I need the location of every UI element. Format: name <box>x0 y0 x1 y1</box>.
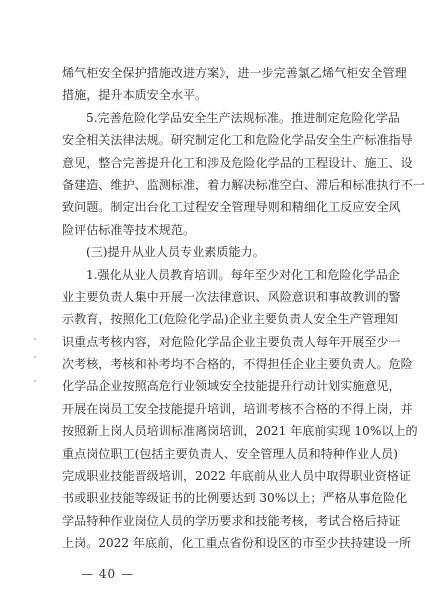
text-line: 安全相关法律法规。研究制定化工和危险化学品安全生产标准指导 <box>62 133 413 148</box>
margin-dot <box>34 338 36 340</box>
text-line: 备建造、维护、监测标准，着力解决标准空白、滞后和标准执行不一 <box>62 177 425 192</box>
text-line: 烯气柜安全保护措施改进方案》，进一步完善氯乙烯气柜安全管理 <box>62 66 407 80</box>
text-line: 化学品企业按照高危行业领域安全技能提升行动计划实施意见， <box>62 379 401 394</box>
text-line: 1.强化从业人员教育培训。每年至少对化工和危险化学品企 <box>86 267 400 282</box>
page-number: — 40 — <box>81 567 134 581</box>
text-line: 学品特种作业岗位人员的学历要求和技能考核，考试合格后持证 <box>62 513 401 528</box>
text-line: 示教育，按照化工(危险化学品)企业主要负责人安全生产管理知 <box>62 312 398 327</box>
section-heading: (三)提升从业人员专业素质能力。 <box>86 245 265 260</box>
text-line: 险评估标准等技术规范。 <box>62 222 196 237</box>
margin-dot <box>34 356 36 358</box>
body-text <box>62 62 425 555</box>
text-line: 次考核，考核和补考均不合格的，不得担任企业主要负责人。危险 <box>62 357 413 372</box>
text-line: 书或职业技能等级证书的比例要达到 30%以上；严格从事危险化 <box>62 491 408 506</box>
text-line: 致问题。制定出台化工过程安全管理导则和精细化工反应安全风 <box>62 200 401 215</box>
text-line: 识重点考核内容，对危险化学品企业主要负责人每年开展至少一 <box>62 334 401 349</box>
text-line: 5.完善危险化学品安全生产法规标准。推进制定危险化学品 <box>86 110 400 125</box>
text-line: 完成职业技能晋级培训，2022 年底前从业人员中取得职业资格证 <box>62 469 412 484</box>
text-line: 按照新上岗人员培训标准离岗培训，2021 年底前实现 10%以上的 <box>62 424 418 439</box>
text-line: 业主要负责人集中开展一次法律意识、风险意识和事故教训的警 <box>62 289 401 304</box>
text-line: 措施，提升本质安全水平。 <box>62 88 208 103</box>
text-line: 意见，整合完善提升化工和涉及危险化学品的工程设计、施工、设 <box>62 155 413 170</box>
text-line: 上岗。2022 年底前，化工重点省份和设区的市至少扶持建设一所 <box>62 536 412 551</box>
margin-dot <box>34 380 36 382</box>
text-line: 开展在岗员工安全技能提升培训，培训考核不合格的不得上岗，并 <box>62 401 413 416</box>
text-line: 重点岗位职工(包括主要负责人、安全管理人员和特种作业人员) <box>62 446 398 461</box>
